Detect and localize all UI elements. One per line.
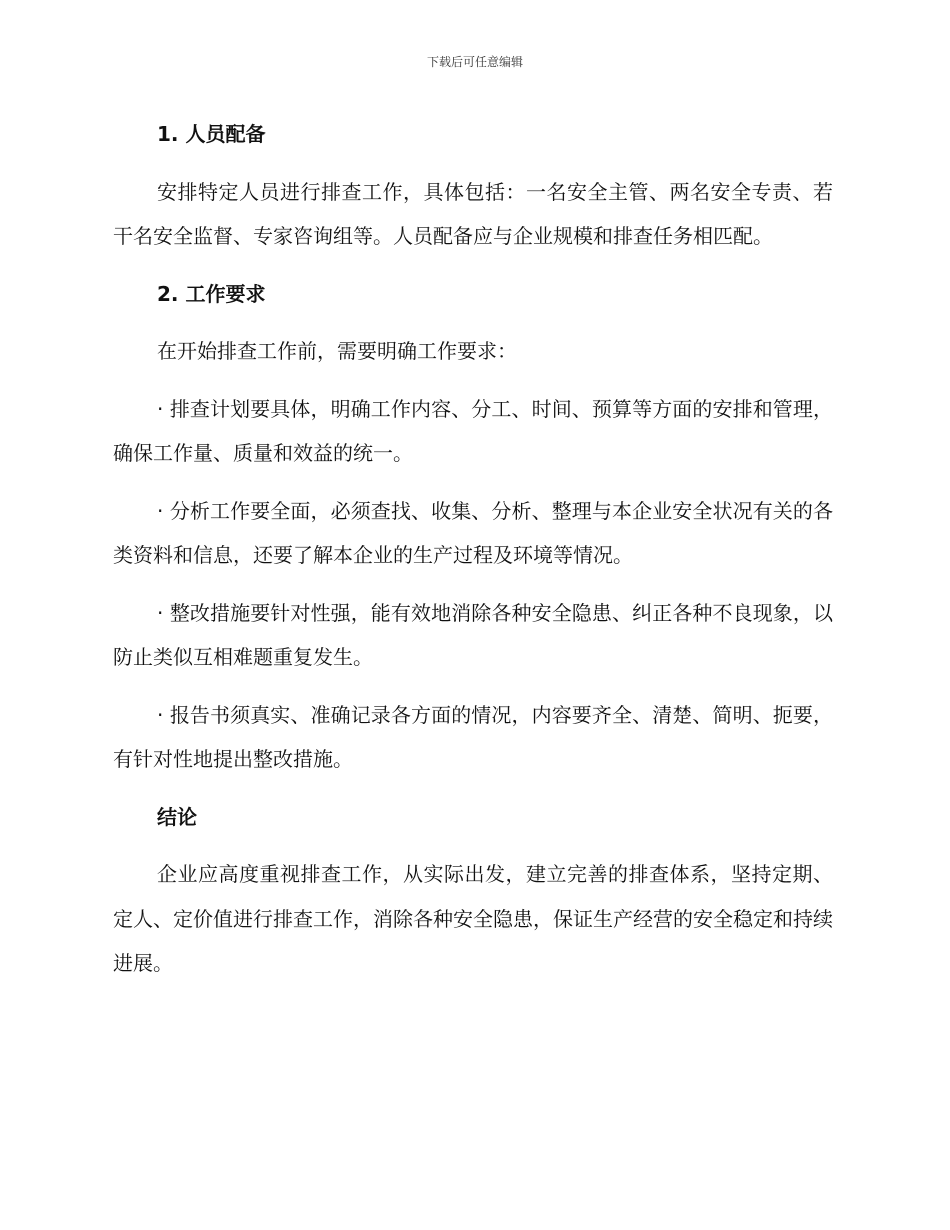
requirement-item: · 整改措施要针对性强，能有效地消除各种安全隐患、纠正各种不良现象，以防止类似互相难题重复发生。 (113, 600, 833, 669)
document-body (113, 112, 833, 986)
section-heading-staffing: 1. 人员配备 (157, 122, 266, 146)
section-heading-requirements: 2. 工作要求 (157, 281, 266, 306)
requirement-item: · 报告书须真实、准确记录各方面的情况，内容要齐全、清楚、简明、扼要，有针对性地提出整改措施。 (113, 702, 833, 771)
conclusion-paragraph: 企业应高度重视排查工作，从实际出发，建立完善的排查体系，坚持定期、定人、定价值进行排查工作，消除各种安全隐患，保证生产经营的安全稳定和持续进展。 (113, 862, 833, 975)
requirement-item: · 排查计划要具体，明确工作内容、分工、时间、预算等方面的安排和管理，确保工作量、质量和效益的统一。 (113, 396, 833, 465)
staffing-paragraph: 安排特定人员进行排查工作，具体包括：一名安全主管、两名安全专责、若干名安全监督、专家咨询组等。人员配备应与企业规模和排查任务相匹配。 (113, 179, 833, 248)
section-heading-conclusion: 结论 (157, 804, 197, 829)
requirement-item: · 分析工作要全面，必须查找、收集、分析、整理与本企业安全状况有关的各类资料和信息，还要了解本企业的生产过程及环境等情况。 (113, 498, 833, 567)
requirements-intro: 在开始排查工作前，需要明确工作要求： (157, 339, 517, 363)
header-note: 下载后可任意编辑 (426, 55, 523, 69)
